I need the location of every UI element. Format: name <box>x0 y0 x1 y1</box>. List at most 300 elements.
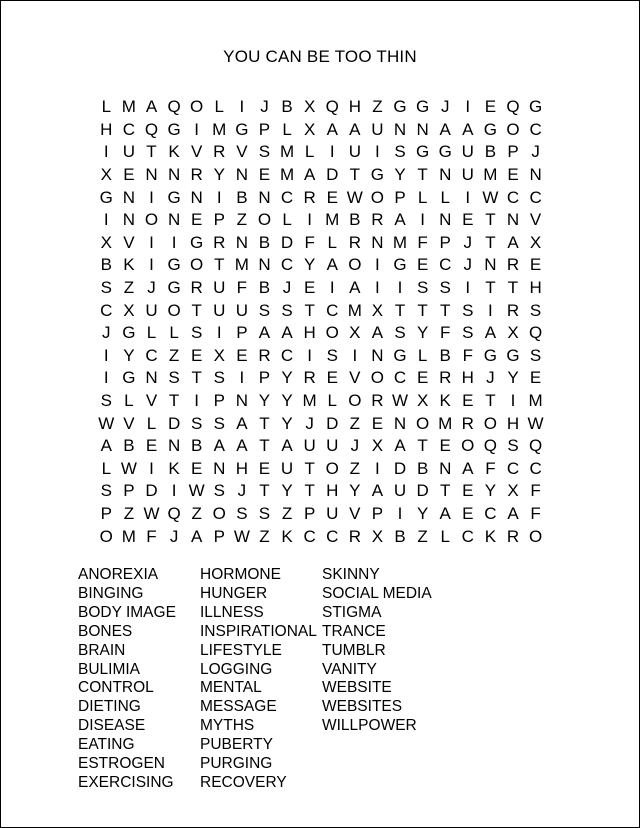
grid-letter[interactable]: N <box>235 232 248 252</box>
grid-letter[interactable]: C <box>393 368 407 388</box>
grid-letter[interactable]: T <box>259 436 270 456</box>
grid-letter[interactable]: T <box>485 210 496 230</box>
grid-letter[interactable]: F <box>530 503 541 523</box>
grid-letter[interactable]: C <box>461 526 474 546</box>
grid-letter[interactable]: O <box>348 391 362 411</box>
grid-letter[interactable]: P <box>303 503 316 523</box>
grid-letter[interactable]: U <box>461 165 474 185</box>
grid-letter[interactable]: T <box>417 165 428 185</box>
grid-letter[interactable]: L <box>304 142 315 162</box>
grid-letter[interactable]: H <box>303 323 316 343</box>
grid-letter[interactable]: J <box>440 97 450 117</box>
grid-letter[interactable]: V <box>349 503 361 523</box>
grid-letter[interactable]: J <box>350 436 360 456</box>
grid-letter[interactable]: H <box>235 458 248 478</box>
grid-letter[interactable]: E <box>462 503 474 523</box>
grid-letter[interactable]: O <box>528 526 543 546</box>
grid-letter[interactable]: N <box>235 165 248 185</box>
grid-letter[interactable]: O <box>144 210 159 230</box>
grid-letter[interactable]: J <box>463 255 473 275</box>
grid-letter[interactable]: S <box>168 368 180 388</box>
grid-letter[interactable]: C <box>100 300 113 320</box>
grid-letter[interactable]: A <box>371 323 384 343</box>
grid-letter[interactable]: S <box>236 503 248 523</box>
grid-letter[interactable]: F <box>440 323 451 343</box>
grid-letter[interactable]: I <box>149 232 154 252</box>
grid-letter[interactable]: I <box>149 187 154 207</box>
grid-letter[interactable]: R <box>348 232 361 252</box>
grid-letter[interactable]: N <box>122 210 136 230</box>
grid-letter[interactable]: C <box>506 458 520 478</box>
grid-letter[interactable]: L <box>146 413 157 433</box>
grid-letter[interactable]: E <box>303 278 316 298</box>
grid-letter[interactable]: X <box>507 323 519 343</box>
grid-letter[interactable]: Y <box>484 481 497 501</box>
grid-letter[interactable]: B <box>484 142 497 162</box>
grid-letter[interactable]: E <box>462 391 474 411</box>
grid-letter[interactable]: J <box>169 526 179 546</box>
grid-letter[interactable]: T <box>304 481 315 501</box>
grid-letter[interactable]: W <box>527 413 544 433</box>
grid-letter[interactable]: Y <box>416 503 429 523</box>
grid-letter[interactable]: G <box>393 255 407 275</box>
grid-letter[interactable]: S <box>100 391 112 411</box>
grid-letter[interactable]: J <box>282 278 292 298</box>
grid-letter[interactable]: H <box>506 413 520 433</box>
grid-letter[interactable]: N <box>122 187 136 207</box>
grid-letter[interactable]: R <box>213 232 226 252</box>
grid-letter[interactable]: E <box>416 255 429 275</box>
grid-letter[interactable]: G <box>167 255 181 275</box>
grid-letter[interactable]: R <box>190 165 203 185</box>
grid-letter[interactable]: A <box>349 119 361 139</box>
grid-letter[interactable]: T <box>440 300 451 320</box>
grid-letter[interactable]: K <box>484 526 497 546</box>
grid-letter[interactable]: X <box>349 323 361 343</box>
grid-letter[interactable]: R <box>348 526 361 546</box>
grid-letter[interactable]: I <box>488 300 493 320</box>
grid-letter[interactable]: U <box>303 436 316 456</box>
grid-letter[interactable]: E <box>529 368 542 388</box>
grid-letter[interactable]: F <box>485 458 496 478</box>
grid-letter[interactable]: I <box>239 368 245 388</box>
grid-letter[interactable]: X <box>303 97 316 117</box>
grid-letter[interactable]: Z <box>123 278 135 298</box>
grid-letter[interactable]: Z <box>259 526 270 546</box>
grid-letter[interactable]: G <box>415 142 430 162</box>
grid-letter[interactable]: R <box>506 526 520 546</box>
grid-letter[interactable]: X <box>371 526 384 546</box>
grid-letter[interactable]: O <box>370 187 385 207</box>
grid-letter[interactable]: I <box>352 345 358 365</box>
grid-letter[interactable]: L <box>282 210 292 230</box>
grid-letter[interactable]: O <box>370 368 385 388</box>
grid-letter[interactable]: K <box>168 142 180 162</box>
grid-letter[interactable]: T <box>485 391 496 411</box>
grid-letter[interactable]: L <box>327 232 337 252</box>
grid-letter[interactable]: H <box>326 481 339 501</box>
grid-letter[interactable]: F <box>530 481 541 501</box>
grid-letter[interactable]: S <box>507 436 519 456</box>
grid-letter[interactable]: E <box>258 165 271 185</box>
grid-letter[interactable]: I <box>375 255 380 275</box>
grid-letter[interactable]: R <box>461 413 474 433</box>
grid-letter[interactable]: T <box>304 458 315 478</box>
grid-letter[interactable]: Q <box>325 97 339 117</box>
grid-letter[interactable]: Y <box>349 481 361 501</box>
grid-letter[interactable]: H <box>529 278 542 298</box>
grid-letter[interactable]: N <box>213 458 226 478</box>
grid-letter[interactable]: O <box>190 97 204 117</box>
grid-letter[interactable]: A <box>507 503 519 523</box>
grid-letter[interactable]: C <box>506 187 520 207</box>
grid-letter[interactable]: N <box>439 165 452 185</box>
grid-letter[interactable]: E <box>191 458 203 478</box>
grid-letter[interactable]: A <box>394 436 406 456</box>
grid-letter[interactable]: S <box>258 503 271 523</box>
grid-letter[interactable]: Z <box>236 210 248 230</box>
grid-letter[interactable]: W <box>120 458 137 478</box>
grid-letter[interactable]: U <box>122 142 136 162</box>
grid-letter[interactable]: X <box>371 300 384 320</box>
grid-letter[interactable]: D <box>326 413 339 433</box>
grid-letter[interactable]: A <box>281 323 293 343</box>
grid-letter[interactable]: E <box>145 436 158 456</box>
grid-letter[interactable]: B <box>416 458 429 478</box>
grid-letter[interactable]: G <box>167 119 181 139</box>
grid-letter[interactable]: J <box>463 232 473 252</box>
grid-letter[interactable]: U <box>393 481 407 501</box>
grid-letter[interactable]: H <box>461 368 474 388</box>
grid-letter[interactable]: L <box>101 458 112 478</box>
grid-letter[interactable]: P <box>236 323 248 343</box>
grid-letter[interactable]: U <box>280 458 294 478</box>
grid-letter[interactable]: N <box>439 458 452 478</box>
grid-letter[interactable]: S <box>100 278 112 298</box>
grid-letter[interactable]: B <box>123 436 135 456</box>
grid-letter[interactable]: I <box>171 232 177 252</box>
grid-letter[interactable]: W <box>482 187 499 207</box>
grid-letter[interactable]: S <box>394 323 406 343</box>
grid-letter[interactable]: M <box>234 255 249 275</box>
grid-letter[interactable]: F <box>304 232 315 252</box>
grid-letter[interactable]: T <box>417 300 428 320</box>
grid-letter[interactable]: U <box>461 142 474 162</box>
grid-letter[interactable]: N <box>167 436 181 456</box>
grid-letter[interactable]: M <box>121 526 136 546</box>
grid-letter[interactable]: W <box>98 413 115 433</box>
grid-letter[interactable]: F <box>146 526 157 546</box>
grid-letter[interactable]: E <box>462 481 474 501</box>
grid-letter[interactable]: A <box>439 119 451 139</box>
grid-letter[interactable]: N <box>258 187 271 207</box>
grid-letter[interactable]: Z <box>349 413 361 433</box>
grid-letter[interactable]: Y <box>281 481 293 501</box>
grid-letter[interactable]: F <box>417 232 428 252</box>
grid-letter[interactable]: O <box>506 119 520 139</box>
grid-letter[interactable]: N <box>371 232 384 252</box>
grid-letter[interactable]: G <box>370 165 385 185</box>
grid-letter[interactable]: I <box>375 278 380 298</box>
grid-letter[interactable]: T <box>349 165 361 185</box>
grid-letter[interactable]: C <box>303 526 316 546</box>
grid-letter[interactable]: E <box>371 413 384 433</box>
grid-letter[interactable]: N <box>416 119 429 139</box>
grid-letter[interactable]: R <box>258 345 271 365</box>
grid-letter[interactable]: E <box>258 458 271 478</box>
grid-letter[interactable]: L <box>124 391 134 411</box>
grid-letter[interactable]: Q <box>528 323 543 343</box>
grid-letter[interactable]: R <box>213 142 226 162</box>
grid-letter[interactable]: C <box>529 458 542 478</box>
grid-letter[interactable]: Z <box>349 458 361 478</box>
grid-letter[interactable]: Y <box>416 323 429 343</box>
grid-letter[interactable]: N <box>145 368 158 388</box>
grid-letter[interactable]: F <box>236 278 248 298</box>
grid-letter[interactable]: A <box>462 458 474 478</box>
grid-letter[interactable]: U <box>371 119 384 139</box>
grid-letter[interactable]: A <box>349 278 361 298</box>
grid-letter[interactable]: E <box>529 255 542 275</box>
grid-letter[interactable]: Y <box>213 165 225 185</box>
grid-letter[interactable]: P <box>394 187 406 207</box>
grid-letter[interactable]: Z <box>168 345 180 365</box>
grid-letter[interactable]: M <box>392 232 408 252</box>
grid-letter[interactable]: A <box>484 323 497 343</box>
grid-letter[interactable]: A <box>145 97 158 117</box>
grid-letter[interactable]: T <box>259 481 270 501</box>
grid-letter[interactable]: N <box>484 255 497 275</box>
grid-letter[interactable]: V <box>191 142 203 162</box>
grid-letter[interactable]: O <box>461 436 475 456</box>
grid-letter[interactable]: R <box>371 210 384 230</box>
grid-letter[interactable]: M <box>279 142 295 162</box>
grid-letter[interactable]: Q <box>144 119 159 139</box>
grid-letter[interactable]: D <box>145 481 158 501</box>
grid-letter[interactable]: N <box>393 413 407 433</box>
grid-letter[interactable]: N <box>167 210 181 230</box>
grid-letter[interactable]: P <box>213 391 225 411</box>
grid-letter[interactable]: C <box>529 187 542 207</box>
grid-letter[interactable]: R <box>303 368 316 388</box>
grid-letter[interactable]: M <box>483 165 498 185</box>
grid-letter[interactable]: S <box>462 300 474 320</box>
grid-letter[interactable]: I <box>465 187 471 207</box>
grid-letter[interactable]: Y <box>281 413 293 433</box>
grid-letter[interactable]: J <box>486 368 495 388</box>
grid-letter[interactable]: U <box>235 300 248 320</box>
grid-letter[interactable]: I <box>194 391 200 411</box>
grid-letter[interactable]: A <box>100 436 112 456</box>
grid-letter[interactable]: M <box>212 119 227 139</box>
grid-letter[interactable]: G <box>167 278 181 298</box>
grid-letter[interactable]: E <box>462 210 474 230</box>
grid-letter[interactable]: S <box>394 142 406 162</box>
grid-letter[interactable]: U <box>348 142 361 162</box>
grid-letter[interactable]: E <box>191 345 203 365</box>
grid-letter[interactable]: I <box>375 458 380 478</box>
grid-letter[interactable]: S <box>191 413 203 433</box>
grid-letter[interactable]: G <box>99 187 113 207</box>
grid-letter[interactable]: S <box>462 323 474 343</box>
grid-letter[interactable]: W <box>143 503 160 523</box>
grid-letter[interactable]: T <box>191 300 202 320</box>
grid-letter[interactable]: A <box>191 526 203 546</box>
grid-letter[interactable]: I <box>239 97 245 117</box>
grid-letter[interactable]: E <box>326 187 338 207</box>
grid-letter[interactable]: I <box>216 187 222 207</box>
grid-letter[interactable]: R <box>190 278 203 298</box>
grid-letter[interactable]: T <box>507 278 519 298</box>
grid-letter[interactable]: S <box>281 300 293 320</box>
grid-letter[interactable]: Y <box>281 391 293 411</box>
grid-letter[interactable]: V <box>349 368 361 388</box>
grid-letter[interactable]: Y <box>281 368 293 388</box>
grid-letter[interactable]: A <box>236 436 248 456</box>
grid-letter[interactable]: C <box>280 187 294 207</box>
grid-letter[interactable]: I <box>397 503 403 523</box>
grid-letter[interactable]: P <box>371 503 384 523</box>
grid-letter[interactable]: K <box>123 255 135 275</box>
grid-letter[interactable]: B <box>281 97 293 117</box>
grid-letter[interactable]: G <box>483 345 497 365</box>
grid-letter[interactable]: O <box>212 503 226 523</box>
grid-letter[interactable]: Q <box>483 436 497 456</box>
grid-letter[interactable]: H <box>100 119 113 139</box>
grid-letter[interactable]: B <box>191 436 203 456</box>
grid-letter[interactable]: A <box>507 232 519 252</box>
grid-letter[interactable]: V <box>236 142 248 162</box>
grid-letter[interactable]: S <box>326 345 338 365</box>
grid-letter[interactable]: T <box>146 142 157 162</box>
grid-letter[interactable]: Y <box>507 368 519 388</box>
grid-letter[interactable]: O <box>325 323 339 343</box>
grid-letter[interactable]: S <box>100 481 112 501</box>
grid-letter[interactable]: N <box>235 391 248 411</box>
grid-letter[interactable]: D <box>280 232 294 252</box>
grid-letter[interactable]: U <box>326 503 339 523</box>
grid-letter[interactable]: T <box>417 436 428 456</box>
grid-letter[interactable]: M <box>347 300 362 320</box>
grid-letter[interactable]: V <box>145 391 158 411</box>
grid-letter[interactable]: T <box>191 368 202 388</box>
grid-letter[interactable]: I <box>103 142 109 162</box>
grid-letter[interactable]: S <box>529 300 542 320</box>
grid-letter[interactable]: K <box>168 458 180 478</box>
grid-letter[interactable]: J <box>237 481 247 501</box>
grid-letter[interactable]: D <box>393 458 407 478</box>
grid-letter[interactable]: E <box>326 368 338 388</box>
grid-letter[interactable]: M <box>302 391 317 411</box>
grid-letter[interactable]: U <box>213 278 226 298</box>
grid-letter[interactable]: Z <box>372 97 383 117</box>
grid-letter[interactable]: T <box>304 300 315 320</box>
grid-letter[interactable]: E <box>191 210 203 230</box>
grid-letter[interactable]: J <box>531 142 540 162</box>
grid-letter[interactable]: W <box>391 391 409 411</box>
grid-letter[interactable]: G <box>122 323 136 343</box>
grid-letter[interactable]: Y <box>303 255 316 275</box>
grid-letter[interactable]: X <box>507 481 519 501</box>
grid-letter[interactable]: W <box>346 187 363 207</box>
grid-letter[interactable]: N <box>190 187 203 207</box>
grid-letter[interactable]: B <box>349 210 361 230</box>
grid-letter[interactable]: X <box>213 345 225 365</box>
grid-letter[interactable]: J <box>102 323 111 343</box>
grid-letter[interactable]: O <box>99 526 113 546</box>
grid-letter[interactable]: X <box>416 391 429 411</box>
grid-letter[interactable]: C <box>280 255 294 275</box>
grid-letter[interactable]: R <box>371 391 384 411</box>
grid-letter[interactable]: T <box>259 413 270 433</box>
grid-letter[interactable]: M <box>325 210 340 230</box>
grid-letter[interactable]: Q <box>167 503 181 523</box>
grid-letter[interactable]: P <box>258 368 271 388</box>
grid-letter[interactable]: B <box>394 526 406 546</box>
grid-letter[interactable]: M <box>121 97 136 117</box>
grid-letter[interactable]: I <box>103 368 109 388</box>
grid-letter[interactable]: N <box>393 119 407 139</box>
grid-letter[interactable]: S <box>213 481 225 501</box>
grid-letter[interactable]: G <box>438 142 452 162</box>
grid-letter[interactable]: T <box>394 300 406 320</box>
grid-letter[interactable]: A <box>394 210 406 230</box>
grid-letter[interactable]: C <box>484 503 497 523</box>
grid-letter[interactable]: S <box>258 142 271 162</box>
grid-letter[interactable]: B <box>439 345 451 365</box>
grid-letter[interactable]: A <box>371 481 384 501</box>
grid-letter[interactable]: I <box>329 278 335 298</box>
grid-letter[interactable]: Y <box>394 165 406 185</box>
grid-letter[interactable]: J <box>260 97 269 117</box>
grid-letter[interactable]: I <box>194 119 200 139</box>
grid-letter[interactable]: L <box>417 187 428 207</box>
grid-letter[interactable]: N <box>258 255 271 275</box>
grid-letter[interactable]: K <box>439 391 451 411</box>
grid-letter[interactable]: S <box>213 413 225 433</box>
grid-letter[interactable]: S <box>191 323 203 343</box>
grid-letter[interactable]: T <box>485 278 496 298</box>
grid-letter[interactable]: I <box>307 210 312 230</box>
grid-letter[interactable]: C <box>280 345 294 365</box>
grid-letter[interactable]: T <box>440 481 451 501</box>
grid-letter[interactable]: A <box>462 119 474 139</box>
grid-letter[interactable]: I <box>307 345 312 365</box>
grid-letter[interactable]: Q <box>167 97 181 117</box>
grid-letter[interactable]: W <box>233 526 250 546</box>
grid-letter[interactable]: L <box>169 323 179 343</box>
grid-letter[interactable]: A <box>236 413 248 433</box>
grid-letter[interactable]: P <box>213 526 225 546</box>
grid-letter[interactable]: L <box>440 526 450 546</box>
grid-letter[interactable]: O <box>257 210 272 230</box>
grid-letter[interactable]: C <box>145 345 158 365</box>
grid-letter[interactable]: H <box>348 97 361 117</box>
grid-letter[interactable]: C <box>529 119 542 139</box>
grid-letter[interactable]: R <box>506 255 520 275</box>
grid-letter[interactable]: C <box>122 119 136 139</box>
grid-letter[interactable]: G <box>393 97 407 117</box>
grid-letter[interactable]: A <box>258 323 271 343</box>
grid-letter[interactable]: O <box>348 255 362 275</box>
grid-letter[interactable]: O <box>415 413 430 433</box>
grid-letter[interactable]: G <box>167 187 181 207</box>
grid-letter[interactable]: P <box>123 481 135 501</box>
grid-letter[interactable]: Z <box>281 503 293 523</box>
grid-letter[interactable]: N <box>506 210 520 230</box>
grid-letter[interactable]: T <box>168 391 180 411</box>
grid-letter[interactable]: N <box>439 210 452 230</box>
